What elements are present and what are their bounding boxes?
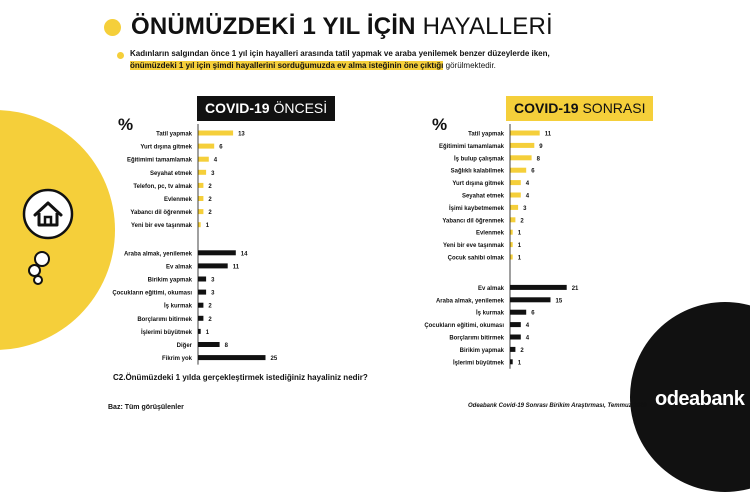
- value-label: 1: [517, 255, 522, 262]
- value-label: 11: [544, 131, 552, 138]
- category-label: Evlenmek: [475, 230, 504, 237]
- category-label: Araba almak, yenilemek: [435, 298, 504, 305]
- value-label: 9: [539, 143, 543, 150]
- category-label: Çocukların eğitimi, okuması: [424, 323, 504, 330]
- category-label: Sağlıklı kalabilmek: [450, 168, 504, 175]
- category-label: İş kurmak: [475, 310, 504, 317]
- category-label: Yeni bir eve taşınmak: [442, 243, 504, 250]
- value-label: 6: [531, 168, 535, 175]
- category-label: Tatil yapmak: [156, 131, 192, 138]
- category-label: Evlenmek: [163, 197, 192, 203]
- bar-after-10: [510, 255, 513, 260]
- category-label: İşlerimi büyütmek: [452, 360, 504, 367]
- bar-after-15: [510, 335, 521, 340]
- bar-before-7: [198, 222, 201, 227]
- intro-highlight: önümüzdeki 1 yıl için şimdi hayallerini sorduğumuzda ev alma isteğinin öne çıktığı: [130, 61, 444, 70]
- bar-before-0: [198, 131, 233, 136]
- category-label: Ev almak: [477, 285, 504, 292]
- value-label: 3: [211, 290, 215, 297]
- value-label: 4: [525, 193, 530, 200]
- bar-after-6: [510, 205, 518, 210]
- category-label: Borçlarımı bitirmek: [449, 335, 504, 342]
- category-label: Yurt dışına gitmek: [140, 144, 192, 151]
- category-label: Araba almak, yenilemek: [123, 251, 192, 258]
- category-label: Eğitimimi tamamlamak: [438, 143, 504, 150]
- value-label: 3: [211, 170, 215, 177]
- survey-question: C2.Önümüzdeki 1 yılda gerçekleştirmek istediğiniz hayaliniz nedir?: [113, 373, 368, 382]
- percent-symbol-before: %: [118, 115, 134, 134]
- panel-title-before-bold: COVID-19: [205, 100, 270, 116]
- category-label: Fikrim yok: [161, 356, 192, 363]
- value-label: 11: [232, 264, 240, 271]
- bar-after-12: [510, 297, 551, 302]
- value-label: 1: [517, 230, 522, 237]
- bar-after-14: [510, 322, 521, 327]
- bar-before-9: [198, 263, 228, 268]
- value-label: 1: [205, 223, 210, 230]
- bar-after-2: [510, 155, 532, 160]
- category-label: Birikim yapmak: [147, 277, 192, 284]
- panel-title-after-bold: COVID-19: [514, 100, 579, 116]
- bar-after-16: [510, 347, 515, 352]
- bar-after-8: [510, 230, 513, 235]
- value-label: 6: [531, 310, 535, 317]
- panel-title-before-light: ÖNCESİ: [273, 100, 328, 116]
- bar-before-14: [198, 329, 201, 334]
- category-label: Borçlarımı bitirmek: [137, 316, 192, 323]
- bar-before-10: [198, 277, 206, 282]
- bar-before-8: [198, 250, 236, 255]
- bar-before-12: [198, 303, 203, 308]
- value-label: 15: [555, 298, 563, 305]
- value-label: 4: [525, 323, 530, 330]
- bar-after-3: [510, 168, 526, 173]
- value-label: 6: [219, 144, 223, 151]
- value-label: 8: [224, 343, 228, 349]
- bar-before-2: [198, 157, 209, 162]
- bar-before-3: [198, 170, 206, 175]
- bar-after-4: [510, 180, 521, 185]
- category-label: İşlerimi büyütmek: [140, 329, 192, 336]
- bar-after-0: [510, 131, 540, 136]
- category-label: İşimi kaybetmemek: [448, 205, 504, 212]
- category-label: Eğitimimi tamamlamak: [126, 157, 192, 164]
- value-label: 1: [205, 329, 210, 336]
- category-label: Çocukların eğitimi, okuması: [112, 290, 192, 297]
- category-label: Ev almak: [165, 264, 192, 271]
- value-label: 2: [520, 347, 524, 354]
- bar-after-1: [510, 143, 534, 148]
- panel-title-after-light: SONRASI: [582, 100, 646, 116]
- intro-tail: görülmektedir.: [445, 61, 496, 70]
- bar-before-11: [198, 290, 206, 295]
- category-label: Yurt dışına gitmek: [452, 181, 504, 188]
- value-label: 4: [525, 181, 530, 188]
- odeabank-logo: odeabank: [655, 388, 745, 410]
- bar-before-15: [198, 342, 220, 347]
- value-label: 3: [523, 205, 527, 212]
- value-label: 8: [536, 156, 540, 163]
- source-note: Odeabank Covid-19 Sonrası Birikim Araştırması, Temmuz 2020: [468, 403, 647, 409]
- page-title-light: HAYALLERİ: [422, 13, 553, 40]
- category-label: Seyahat etmek: [149, 170, 192, 177]
- category-label: İş bulup çalışmak: [453, 156, 504, 163]
- page-title-bold: ÖNÜMÜZDEKİ 1 YIL İÇİN: [131, 13, 416, 40]
- value-label: 4: [525, 335, 530, 342]
- value-label: 3: [211, 277, 215, 284]
- base-note: Baz: Tüm görüşülenler: [108, 404, 184, 411]
- category-label: Diğer: [176, 343, 192, 349]
- bar-after-13: [510, 310, 526, 315]
- bar-after-5: [510, 193, 521, 198]
- bar-before-1: [198, 144, 214, 149]
- value-label: 1: [517, 360, 522, 367]
- value-label: 1: [517, 243, 522, 250]
- category-label: Tatil yapmak: [468, 131, 504, 138]
- value-label: 2: [208, 210, 212, 217]
- value-label: 2: [520, 218, 524, 225]
- category-label: İş kurmak: [163, 303, 192, 310]
- value-label: 2: [208, 197, 212, 203]
- category-label: Birikim yapmak: [459, 347, 504, 354]
- bar-before-16: [198, 355, 266, 360]
- value-label: 2: [208, 316, 212, 323]
- value-label: 25: [270, 356, 278, 363]
- intro-line-1: Kadınların salgından önce 1 yıl için hayalleri arasında tatil yapmak ve araba yenilemek benzer düzeylerde iken,: [130, 49, 550, 58]
- value-label: 14: [240, 251, 248, 258]
- bar-before-5: [198, 196, 203, 201]
- category-label: Telefon, pc, tv almak: [133, 183, 192, 190]
- percent-symbol-after: %: [432, 115, 448, 134]
- category-label: Yabancı dil öğrenmek: [442, 218, 504, 225]
- category-label: Çocuk sahibi olmak: [447, 255, 504, 262]
- bar-after-7: [510, 217, 515, 222]
- bar-after-11: [510, 285, 567, 290]
- category-label: Seyahat etmek: [461, 193, 504, 200]
- category-label: Yabancı dil öğrenmek: [130, 210, 192, 217]
- value-label: 4: [213, 157, 218, 164]
- bar-after-17: [510, 359, 513, 364]
- bar-before-4: [198, 183, 203, 188]
- bar-before-13: [198, 316, 203, 321]
- value-label: 13: [238, 131, 245, 138]
- value-label: 2: [208, 183, 212, 190]
- bar-after-9: [510, 242, 513, 247]
- category-label: Yeni bir eve taşınmak: [130, 223, 192, 230]
- value-label: 2: [208, 303, 212, 310]
- bar-before-6: [198, 209, 203, 214]
- value-label: 21: [571, 285, 579, 292]
